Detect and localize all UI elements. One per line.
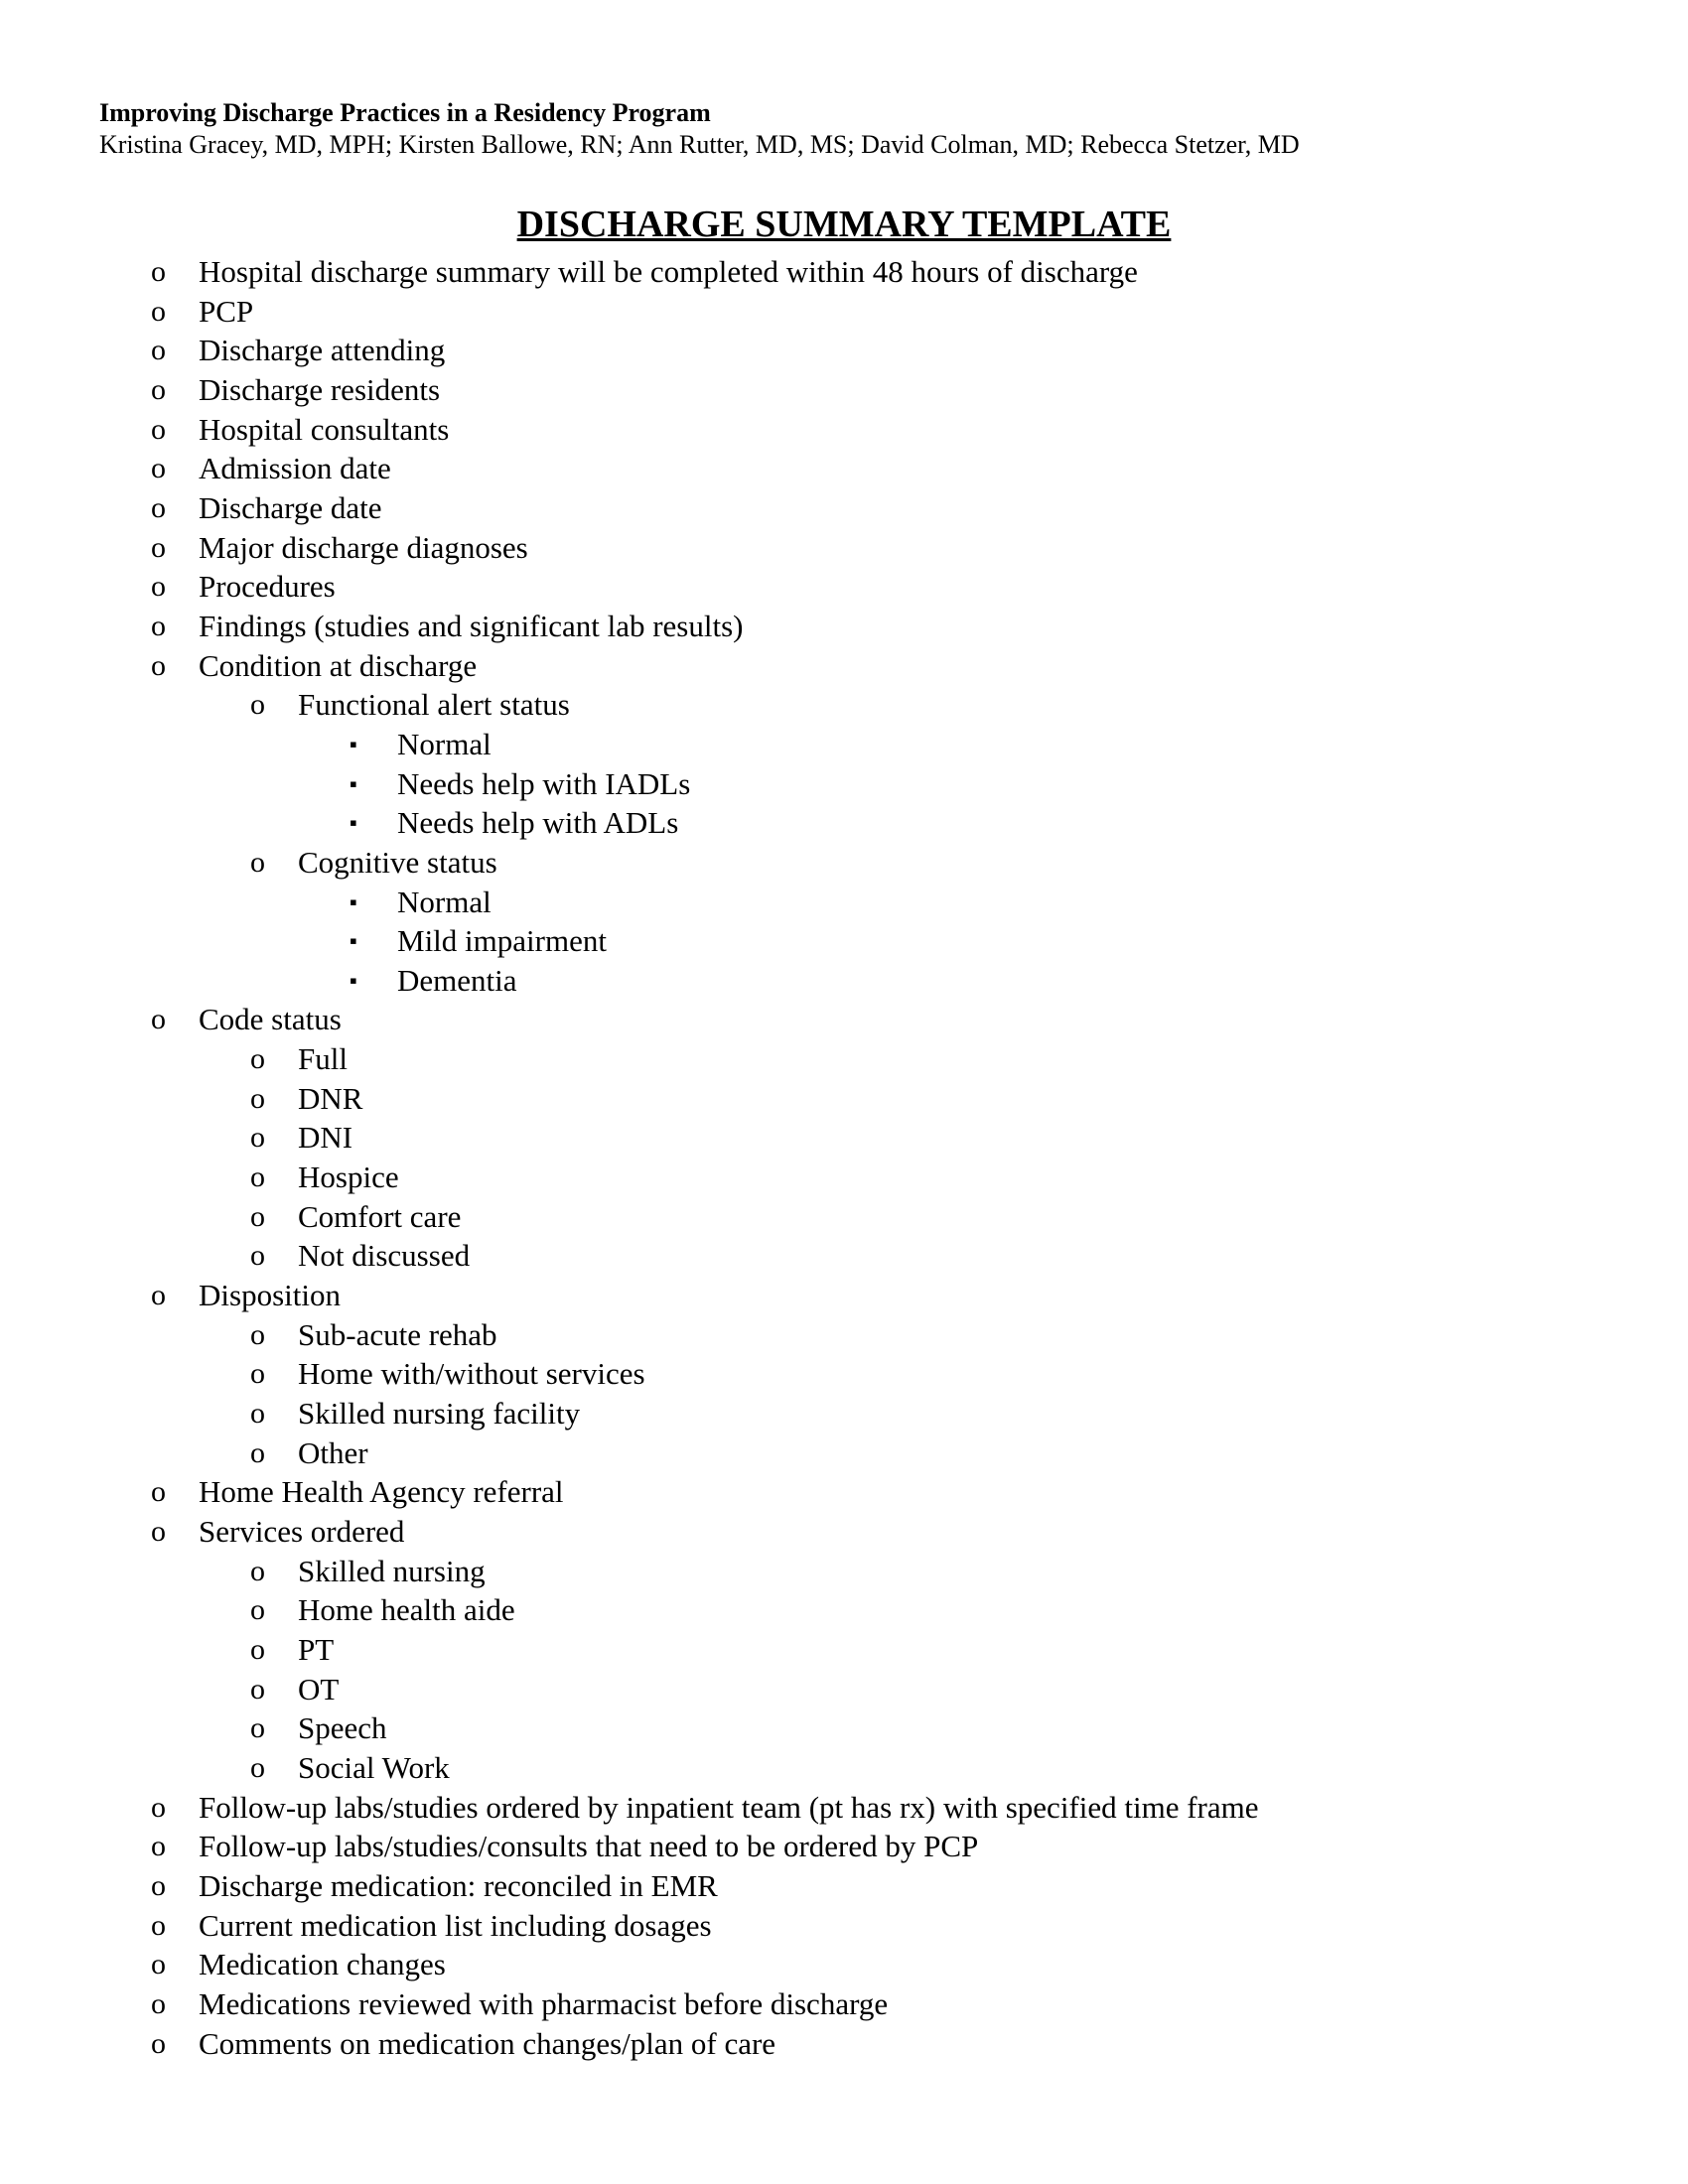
list-item [0,1354,1688,1394]
document-header [99,97,1300,161]
list-item-text: Other [298,1434,368,1470]
list-item-text: Needs help with IADLs [397,765,691,801]
circle-bullet-icon: o [151,530,166,564]
list-item [0,1590,1688,1630]
list-item-text: Sub-acute rehab [298,1316,497,1352]
circle-bullet-icon: o [151,1475,166,1509]
list-item [0,567,1688,607]
circle-bullet-icon: o [151,1790,166,1824]
circle-bullet-icon: o [151,648,166,682]
list-item-text: Procedures [199,569,336,605]
list-item-text: Discharge attending [199,333,446,368]
list-item-text: Not discussed [298,1238,471,1274]
circle-bullet-icon: o [151,412,166,446]
square-bullet-icon: ▪ [350,810,357,836]
list-item-text: Speech [298,1710,387,1746]
checklist [0,252,1688,2063]
circle-bullet-icon: o [250,1121,265,1155]
list-item-text: Mild impairment [397,923,607,959]
list-item [0,488,1688,528]
list-item [0,528,1688,568]
list-item [0,1315,1688,1355]
circle-bullet-icon: o [250,688,265,722]
circle-bullet-icon: o [250,845,265,879]
list-item-text: Full [298,1041,348,1077]
list-item [0,252,1688,292]
circle-bullet-icon: o [250,1317,265,1351]
list-item [0,370,1688,410]
list-item-text: Disposition [199,1278,341,1313]
list-item [0,1827,1688,1866]
list-item-text: Discharge medication: reconciled in EMR [199,1867,718,1903]
list-item-text: Home health aide [298,1592,515,1628]
circle-bullet-icon: o [151,1868,166,1902]
list-item-text: DNR [298,1080,363,1116]
list-item [0,1945,1688,1984]
list-item-text: Findings (studies and significant lab results) [199,608,744,643]
circle-bullet-icon: o [151,1948,166,1981]
list-item-text: PT [298,1631,335,1667]
list-item [0,1433,1688,1473]
square-bullet-icon: ▪ [350,770,357,796]
square-bullet-icon: ▪ [350,967,357,993]
square-bullet-icon: ▪ [350,731,357,756]
list-item [0,607,1688,646]
list-item [0,764,1688,804]
list-item [0,685,1688,725]
circle-bullet-icon: o [151,1830,166,1863]
circle-bullet-icon: o [151,452,166,485]
list-item [0,1906,1688,1946]
list-item [0,1552,1688,1591]
list-item-text: Major discharge diagnoses [199,529,528,565]
list-item [0,1472,1688,1512]
circle-bullet-icon: o [250,1199,265,1233]
list-item-text: Social Work [298,1749,450,1785]
list-item [0,1630,1688,1670]
circle-bullet-icon: o [250,1632,265,1666]
circle-bullet-icon: o [250,1160,265,1194]
list-item-text: Functional alert status [298,687,570,723]
list-item [0,1670,1688,1709]
document-title: Improving Discharge Practices in a Residency Program [99,98,711,127]
circle-bullet-icon: o [151,255,166,288]
list-item-text: Hospice [298,1160,399,1195]
list-item-text: Normal [397,884,492,919]
circle-bullet-icon: o [151,1003,166,1036]
list-item-text: Admission date [199,451,391,486]
circle-bullet-icon: o [250,1593,265,1627]
circle-bullet-icon: o [151,334,166,367]
template-heading: DISCHARGE SUMMARY TEMPLATE [516,204,1172,245]
circle-bullet-icon: o [151,490,166,524]
circle-bullet-icon: o [250,1081,265,1115]
list-item-text: Condition at discharge [199,647,478,683]
list-item-text: Hospital consultants [199,411,450,447]
list-item-text: Needs help with ADLs [397,805,679,841]
list-item [0,1158,1688,1197]
list-item-text: PCP [199,293,254,329]
circle-bullet-icon: o [250,1750,265,1784]
list-item-text: Dementia [397,962,517,998]
list-item [0,1276,1688,1315]
circle-bullet-icon: o [250,1042,265,1076]
list-item-text: Follow-up labs/studies/consults that need to be ordered by PCP [199,1829,979,1864]
list-item-text: Services ordered [199,1514,405,1549]
list-item [0,1984,1688,2024]
square-bullet-icon: ▪ [350,888,357,914]
list-item-text: Normal [397,726,492,761]
list-item-text: Skilled nursing facility [298,1396,581,1432]
list-item [0,1000,1688,1039]
circle-bullet-icon: o [151,294,166,328]
circle-bullet-icon: o [250,1672,265,1706]
circle-bullet-icon: o [151,609,166,642]
list-item-text: Cognitive status [298,844,497,880]
circle-bullet-icon: o [151,1515,166,1548]
list-item-text: Current medication list including dosages [199,1907,712,1943]
circle-bullet-icon: o [151,2026,166,2060]
list-item [0,921,1688,961]
list-item-text: Medication changes [199,1947,446,1982]
list-item [0,1708,1688,1748]
circle-bullet-icon: o [250,1357,265,1391]
circle-bullet-icon: o [151,1986,166,2020]
list-item [0,1788,1688,1828]
circle-bullet-icon: o [151,570,166,604]
list-item [0,1748,1688,1788]
list-item-text: Follow-up labs/studies ordered by inpatient team (pt has rx) with specified time frame [199,1789,1259,1825]
list-item [0,449,1688,488]
list-item [0,2024,1688,2064]
list-item [0,961,1688,1001]
circle-bullet-icon: o [250,1435,265,1469]
list-item [0,410,1688,450]
list-item-text: OT [298,1671,340,1706]
list-item [0,843,1688,883]
list-item-text: Comfort care [298,1198,462,1234]
list-item-text: DNI [298,1120,353,1156]
list-item-text: Medications reviewed with pharmacist before discharge [199,1985,889,2021]
list-item [0,1079,1688,1119]
circle-bullet-icon: o [250,1711,265,1745]
author-list: Kristina Gracey, MD, MPH; Kirsten Ballowe, RN; Ann Rutter, MD, MS; David Colman, MD; Rebecca Stetzer, MD [99,130,1300,159]
list-item-text: Home with/without services [298,1356,645,1392]
list-item [0,1118,1688,1158]
circle-bullet-icon: o [151,1279,166,1312]
list-item [0,1039,1688,1079]
list-item [0,1197,1688,1237]
circle-bullet-icon: o [151,1908,166,1942]
list-item [0,883,1688,922]
list-item-text: Discharge date [199,489,382,525]
list-item [0,1236,1688,1276]
list-item-text: Home Health Agency referral [199,1474,564,1510]
circle-bullet-icon: o [250,1554,265,1587]
list-item [0,725,1688,764]
list-item-text: Comments on medication changes/plan of care [199,2025,776,2061]
list-item [0,646,1688,686]
list-item-text: Hospital discharge summary will be completed within 48 hours of discharge [199,254,1138,289]
list-item-text: Skilled nursing [298,1553,486,1588]
list-item [0,1866,1688,1906]
list-item [0,292,1688,332]
list-item [0,1394,1688,1433]
list-item [0,1512,1688,1552]
circle-bullet-icon: o [250,1239,265,1273]
list-item [0,803,1688,843]
list-item-text: Code status [199,1002,342,1037]
circle-bullet-icon: o [151,372,166,406]
square-bullet-icon: ▪ [350,928,357,954]
list-item-text: Discharge residents [199,371,441,407]
list-item [0,331,1688,370]
circle-bullet-icon: o [250,1397,265,1431]
